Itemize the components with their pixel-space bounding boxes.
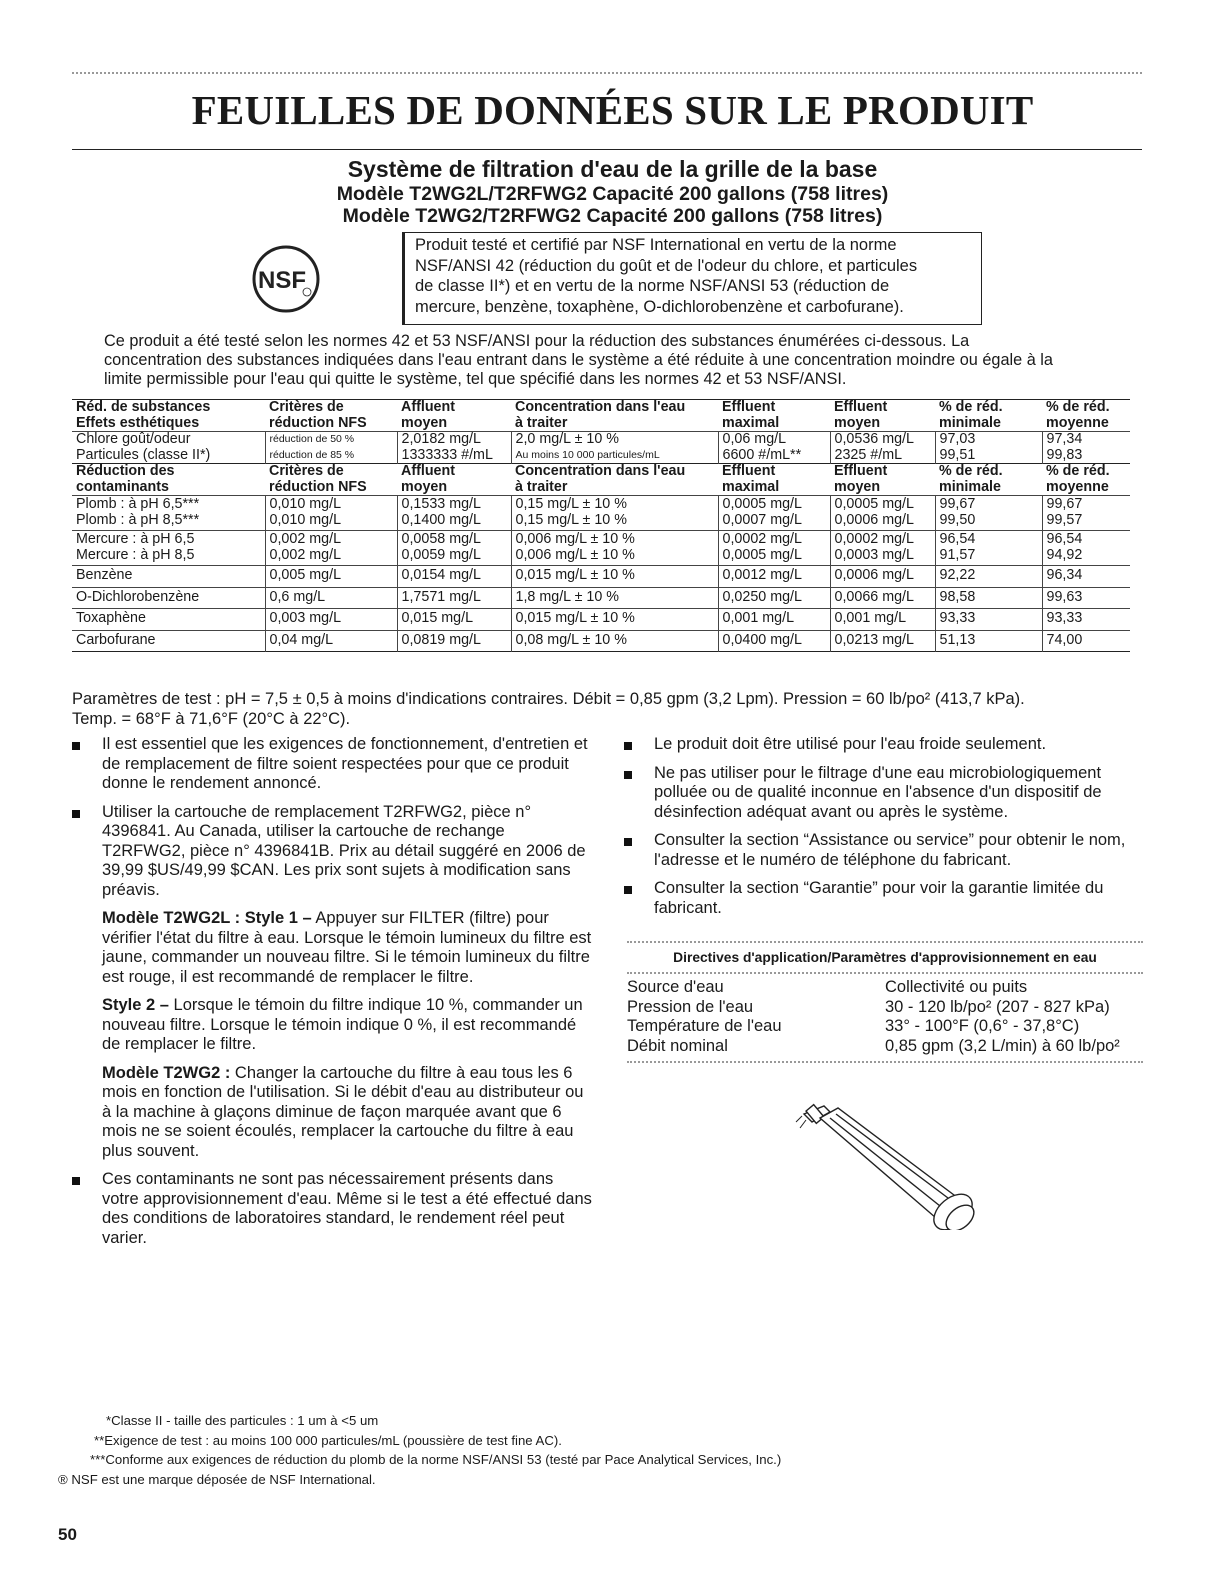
table-cell	[718, 400, 830, 432]
cell-line: 0,15 mg/L ± 10 %	[515, 511, 627, 528]
cell-line: 0,0213 mg/L	[834, 631, 914, 648]
cell-line: 2,0182 mg/L	[401, 431, 481, 447]
cell-line: 0,0819 mg/L	[401, 631, 481, 648]
table-cell	[935, 609, 1042, 631]
cell-line: Carbofurane	[76, 631, 156, 648]
cell-line: % de réd.	[939, 463, 1003, 479]
table-cell	[1042, 566, 1130, 588]
left-column	[72, 735, 592, 1257]
table-cell	[935, 464, 1042, 496]
table-cell	[935, 587, 1042, 609]
cell-line: 51,13	[939, 631, 976, 648]
cell-line: Mercure : à pH 8,5	[76, 546, 195, 563]
table-row	[72, 496, 1130, 531]
cell-line: maximal	[722, 414, 780, 431]
table-cell	[511, 531, 718, 566]
supply-parameters-table	[627, 978, 1143, 1056]
table-cell	[718, 609, 830, 631]
supply-label: Pression de l'eau	[627, 997, 754, 1016]
table-cell	[830, 609, 935, 631]
cell-line: 99,51	[939, 446, 976, 463]
table-cell	[718, 496, 830, 531]
model2-label: Modèle T2WG2 :	[102, 1063, 231, 1082]
supply-row	[627, 1037, 1143, 1057]
performance-data-table	[72, 399, 1130, 652]
table-cell	[830, 464, 935, 496]
cell-line: à traiter	[515, 478, 568, 495]
table-cell	[72, 432, 265, 464]
table-cell	[830, 566, 935, 588]
cell-line: Particules (classe II*)	[76, 446, 211, 463]
footnote: *Classe II - taille des particules : 1 um à <5 um	[106, 1413, 379, 1428]
table-cell	[1042, 464, 1130, 496]
cell-line: 0,0002 mg/L	[722, 531, 802, 547]
table-cell	[1042, 432, 1130, 464]
cert-line: mercure, benzène, toxaphène, O-dichlorobenzène et carbofurane).	[415, 297, 904, 316]
table-cell	[397, 566, 511, 588]
table-cell	[511, 630, 718, 652]
test-params-line-2: Temp. = 68°F à 71,6°F (20°C à 22°C).	[72, 710, 351, 728]
table-cell	[511, 496, 718, 531]
cell-line: Effluent	[722, 463, 776, 479]
bullet-item: Il est essentiel que les exigences de fonctionnement, d'entretien et de remplacement de filtre soient respectées pour que ce produit donne le rendement annoncé.	[72, 735, 592, 794]
cell-line: O-Dichlorobenzène	[76, 588, 200, 605]
cell-line: maximal	[722, 478, 780, 495]
cell-line: 0,001 mg/L	[722, 610, 795, 626]
table-cell	[397, 587, 511, 609]
cell-line: % de réd.	[1046, 399, 1110, 415]
table-cell	[830, 400, 935, 432]
nsf-logo-icon	[251, 244, 321, 314]
table-cell	[397, 400, 511, 432]
cell-line: 0,0536 mg/L	[834, 431, 914, 447]
cell-line: 0,002 mg/L	[269, 546, 342, 563]
bullet-item	[72, 803, 592, 1162]
table-cell	[1042, 400, 1130, 432]
table-cell	[1042, 609, 1130, 631]
table-cell	[397, 496, 511, 531]
cell-line: 1333333 #/mL	[401, 446, 493, 463]
cell-line: 0,0058 mg/L	[401, 531, 481, 547]
page-title: FEUILLES DE DONNÉES SUR LE PRODUIT	[191, 87, 1034, 133]
table-cell	[830, 630, 935, 652]
cell-line: 0,0012 mg/L	[722, 567, 802, 583]
table-cell	[718, 566, 830, 588]
supply-bottom-rule	[627, 1061, 1143, 1063]
cell-line: % de réd.	[939, 399, 1003, 415]
cell-line: 96,34	[1046, 567, 1083, 583]
table-cell	[397, 609, 511, 631]
cell-line: 0,0059 mg/L	[401, 546, 481, 563]
cell-line: 2,0 mg/L ± 10 %	[515, 431, 619, 447]
cell-line: 0,0006 mg/L	[834, 511, 914, 528]
table-cell	[265, 609, 397, 631]
bullet-item: Le produit doit être utilisé pour l'eau froide seulement.	[624, 735, 1144, 755]
table-cell	[1042, 587, 1130, 609]
table-cell	[265, 566, 397, 588]
cell-line: 0,003 mg/L	[269, 610, 342, 626]
table-row	[72, 432, 1130, 464]
supply-label: Source d'eau	[627, 978, 724, 996]
table-cell	[397, 464, 511, 496]
table-cell	[511, 609, 718, 631]
model-line-1: Modèle T2WG2L/T2RFWG2 Capacité 200 gallons (758 litres)	[336, 183, 889, 205]
supply-value: Collectivité ou puits	[885, 978, 1028, 996]
cell-line: 0,0400 mg/L	[722, 631, 802, 648]
cell-line: moyen	[401, 414, 448, 431]
cell-line: 99,63	[1046, 588, 1083, 605]
cell-line: Plomb : à pH 8,5***	[76, 511, 200, 528]
cell-line: Réd. de substances	[76, 399, 211, 415]
cell-line: moyen	[401, 478, 448, 495]
cell-line: moyen	[834, 414, 881, 431]
supply-top-rule	[627, 941, 1143, 943]
cell-line: 0,1533 mg/L	[401, 496, 481, 512]
cell-line: 0,0154 mg/L	[401, 567, 481, 583]
model2-paragraph	[102, 1064, 592, 1162]
table-cell	[511, 566, 718, 588]
cell-line: 97,03	[939, 431, 976, 447]
bullet-item: Consulter la section “Assistance ou service” pour obtenir le nom, l'adresse et le numéro de téléphone du fabricant.	[624, 831, 1144, 870]
table-cell	[72, 531, 265, 566]
intro-paragraph	[104, 332, 1144, 389]
footnote: **Exigence de test : au moins 100 000 particules/mL (poussière de test fine AC).	[94, 1432, 562, 1448]
supply-title: Directives d'application/Paramètres d'approvisionnement en eau	[673, 950, 1097, 965]
style1-label: Modèle T2WG2L : Style 1 –	[102, 909, 312, 927]
cell-line: 0,015 mg/L	[401, 610, 474, 626]
right-column	[624, 735, 1144, 927]
table-cell	[265, 587, 397, 609]
water-filter-cartridge-illustration	[790, 1100, 990, 1230]
table-cell	[265, 531, 397, 566]
table-cell	[511, 464, 718, 496]
cell-line: 0,015 mg/L ± 10 %	[515, 610, 635, 626]
cell-line: 0,06 mg/L	[722, 431, 787, 447]
intro-line: concentration des substances indiquées dans l'eau entrant dans le système a été réduite à une concentration moindre ou égale à la	[104, 351, 1053, 369]
cell-line: 1,7571 mg/L	[401, 588, 481, 605]
cell-line: 74,00	[1046, 631, 1083, 648]
cell-line: 93,33	[1046, 610, 1083, 626]
cell-line: 0,0003 mg/L	[834, 546, 914, 563]
cell-line: 0,010 mg/L	[269, 496, 342, 512]
supply-label: Température de l'eau	[627, 1017, 782, 1035]
cell-line: 0,015 mg/L ± 10 %	[515, 567, 635, 583]
table-cell	[1042, 496, 1130, 531]
table-cell	[1042, 630, 1130, 652]
style2-text: Lorsque le témoin du filtre indique 10 %, commander un nouveau filtre. Lorsque le témoin indique 0 %, il est recommandé de remplacer le filtre.	[102, 996, 583, 1053]
table-row	[72, 609, 1130, 631]
table-cell	[72, 587, 265, 609]
table-cell	[397, 630, 511, 652]
cell-line: 2325 #/mL	[834, 446, 903, 463]
cell-line: 6600 #/mL**	[722, 446, 802, 463]
table-cell	[72, 496, 265, 531]
cell-line: Effluent	[834, 399, 888, 415]
table-row	[72, 630, 1130, 652]
cell-line: 0,006 mg/L ± 10 %	[515, 546, 635, 563]
cell-line: Concentration dans l'eau	[515, 399, 686, 415]
cell-line: 0,0006 mg/L	[834, 567, 914, 583]
table-cell	[265, 464, 397, 496]
supply-row	[627, 998, 1143, 1018]
table-cell	[830, 432, 935, 464]
test-params-line-1: Paramètres de test : pH = 7,5 ± 0,5 à moins d'indications contraires. Débit = 0,85 gpm (3,2 Lpm). Pression = 60 lb/po² (413,7 kPa).	[72, 690, 1025, 708]
cell-line: 0,010 mg/L	[269, 511, 342, 528]
table-row	[72, 587, 1130, 609]
bullet-item: Ne pas utiliser pour le filtrage d'une eau microbiologiquement polluée ou de qualité inconnue en l'absence d'un dispositif de désinfection adéquat avant ou après le système.	[624, 764, 1144, 823]
table-cell	[265, 432, 397, 464]
table-cell	[935, 531, 1042, 566]
style1-text: Appuyer sur FILTER (filtre) pour vérifier l'état du filtre à eau. Lorsque le témoin lumineux du filtre est jaune, commander un nouveau filtre. Si le témoin lumineux du filtre est rouge, il est recommandé de remplacer le filtre.	[102, 909, 592, 986]
cell-line: Au moins 10 000 particules/mL	[515, 448, 660, 461]
nsf-logo-text: NSF	[258, 267, 306, 294]
cell-line: 91,57	[939, 546, 976, 563]
cell-line: Réduction des	[76, 463, 175, 479]
cell-line: 1,8 mg/L ± 10 %	[515, 588, 619, 605]
table-cell	[935, 566, 1042, 588]
cell-line: 99,83	[1046, 446, 1083, 463]
cell-line: à traiter	[515, 414, 568, 431]
cell-line: 0,0005 mg/L	[834, 496, 914, 512]
bullet-item: Ces contaminants ne sont pas nécessairement présents dans votre approvisionnement d'eau. Même si le test a été effectué dans des conditions de laboratoires standard, le rendement réel peut varier.	[72, 1170, 592, 1248]
style2-label: Style 2 –	[102, 996, 169, 1014]
cell-line: Effluent	[722, 399, 776, 415]
title-rule	[72, 149, 1142, 150]
table-cell	[265, 496, 397, 531]
table-cell	[72, 400, 265, 432]
cell-line: réduction de 50 %	[269, 433, 355, 445]
cell-line: 0,0002 mg/L	[834, 531, 914, 547]
cell-line: Effets esthétiques	[76, 414, 200, 431]
cell-line: moyen	[834, 478, 881, 495]
cell-line: 97,34	[1046, 431, 1083, 447]
cell-line: 0,002 mg/L	[269, 531, 342, 547]
cell-line: Chlore goût/odeur	[76, 431, 191, 447]
cell-line: 0,005 mg/L	[269, 567, 342, 583]
cell-line: réduction de 85 %	[269, 448, 355, 461]
supply-row	[627, 1017, 1143, 1037]
cell-line: 0,04 mg/L	[269, 631, 334, 648]
table-row	[72, 566, 1130, 588]
cell-line: 0,0250 mg/L	[722, 588, 802, 605]
supply-value: 0,85 gpm (3,2 L/min) à 60 lb/po²	[885, 1036, 1120, 1055]
table-cell	[935, 432, 1042, 464]
top-dotted-rule	[72, 72, 1142, 74]
cell-line: 92,22	[939, 567, 976, 583]
table-cell	[265, 400, 397, 432]
cell-line: Critères de	[269, 399, 344, 415]
supply-title-rule	[627, 972, 1143, 974]
cell-line: 96,54	[1046, 531, 1083, 547]
cell-line: 99,57	[1046, 511, 1083, 528]
style1-paragraph	[102, 909, 592, 987]
cell-line: % de réd.	[1046, 463, 1110, 479]
cell-line: minimale	[939, 414, 1001, 431]
cell-line: 0,0066 mg/L	[834, 588, 914, 605]
supply-value: 33° - 100°F (0,6° - 37,8°C)	[885, 1017, 1080, 1035]
cell-line: 0,0005 mg/L	[722, 546, 802, 563]
cell-line: Affluent	[401, 463, 455, 479]
test-parameters	[72, 689, 1152, 729]
cell-line: contaminants	[76, 478, 169, 495]
table-cell	[72, 464, 265, 496]
table-cell	[718, 630, 830, 652]
table-cell	[397, 531, 511, 566]
table-cell	[935, 630, 1042, 652]
certification-box	[402, 232, 982, 325]
style2-paragraph	[102, 996, 592, 1055]
supply-label: Débit nominal	[627, 1036, 728, 1055]
cell-line: Mercure : à pH 6,5	[76, 531, 195, 547]
cell-line: 0,0005 mg/L	[722, 496, 802, 512]
page-number: 50	[58, 1525, 77, 1544]
table-cell	[718, 464, 830, 496]
cell-line: réduction NFS	[269, 414, 367, 431]
cell-line: 94,92	[1046, 546, 1083, 563]
cert-line: NSF/ANSI 42 (réduction du goût et de l'odeur du chlore, et particules	[415, 256, 918, 275]
cell-line: 0,001 mg/L	[834, 610, 907, 626]
table-cell	[935, 400, 1042, 432]
cell-line: 96,54	[939, 531, 976, 547]
table-row	[72, 531, 1130, 566]
cert-line: Produit testé et certifié par NSF International en vertu de la norme	[415, 236, 897, 254]
cell-line: minimale	[939, 478, 1001, 495]
table-cell	[935, 496, 1042, 531]
cell-line: 99,67	[1046, 496, 1083, 512]
table-cell	[397, 432, 511, 464]
cert-line: de classe II*) et en vertu de la norme NSF/ANSI 53 (réduction de	[415, 277, 890, 295]
system-title: Système de filtration d'eau de la grille de la base	[347, 156, 878, 182]
intro-line: limite permissible pour l'eau qui quitte le système, tel que spécifié dans les normes 42 et 53 NSF/ANSI.	[104, 370, 847, 388]
cell-line: moyenne	[1046, 414, 1109, 431]
cell-line: 0,006 mg/L ± 10 %	[515, 531, 635, 547]
table-cell	[265, 630, 397, 652]
cell-line: 0,0007 mg/L	[722, 511, 802, 528]
cell-line: 99,50	[939, 511, 976, 528]
table-cell	[718, 531, 830, 566]
table-cell	[72, 630, 265, 652]
table-cell	[511, 587, 718, 609]
cell-line: Plomb : à pH 6,5***	[76, 496, 200, 512]
table-cell	[511, 400, 718, 432]
table-cell	[718, 587, 830, 609]
bullet-text: Utiliser la cartouche de remplacement T2RFWG2, pièce n° 4396841. Au Canada, utiliser la cartouche de rechange T2RFWG2, pièce n° 4396841B. Prix au détail suggéré en 2006 de 39,99 $US/49,99 $CAN. Les prix sont sujets à modification sans préavis.	[102, 802, 586, 899]
table-cell	[72, 566, 265, 588]
model-line-2: Modèle T2WG2/T2RFWG2 Capacité 200 gallons (758 litres)	[342, 205, 883, 227]
intro-line: Ce produit a été testé selon les normes 42 et 53 NSF/ANSI pour la réduction des substances énumérées ci-dessous. La	[104, 332, 970, 350]
cell-line: moyenne	[1046, 478, 1109, 495]
table-cell	[1042, 531, 1130, 566]
cell-line: 0,15 mg/L ± 10 %	[515, 496, 627, 512]
model2-text: Changer la cartouche du filtre à eau tous les 6 mois en fonction de l'utilisation. Si le débit d'eau au distributeur ou à la machine à glaçons diminue de façon marquée avant que 6 mois ne se soient écoulés, remplacer la cartouche du filtre à eau plus souvent.	[102, 1063, 584, 1160]
footnotes	[58, 1411, 781, 1489]
cell-line: Benzène	[76, 567, 133, 583]
table-cell	[830, 531, 935, 566]
table-cell	[718, 432, 830, 464]
cell-line: 0,1400 mg/L	[401, 511, 481, 528]
footnote: ***Conforme aux exigences de réduction du plomb de la norme NSF/ANSI 53 (testé par Pace Analytical Services, Inc.)	[90, 1452, 782, 1467]
footnote: ® NSF est une marque déposée de NSF International.	[58, 1471, 376, 1487]
cell-line: Concentration dans l'eau	[515, 463, 686, 479]
table-cell	[830, 496, 935, 531]
table-cell	[72, 609, 265, 631]
table-cell	[511, 432, 718, 464]
table-cell	[830, 587, 935, 609]
cell-line: 98,58	[939, 588, 976, 605]
cell-line: 0,08 mg/L ± 10 %	[515, 631, 627, 648]
cell-line: 0,6 mg/L	[269, 588, 326, 605]
cell-line: 99,67	[939, 496, 976, 512]
bullet-item: Consulter la section “Garantie” pour voir la garantie limitée du fabricant.	[624, 879, 1144, 918]
supply-row	[627, 978, 1143, 998]
cell-line: 93,33	[939, 610, 976, 626]
cell-line: Critères de	[269, 463, 344, 479]
cell-line: Effluent	[834, 463, 888, 479]
cell-line: réduction NFS	[269, 478, 367, 495]
table-header-row	[72, 400, 1130, 432]
supply-value: 30 - 120 lb/po² (207 - 827 kPa)	[885, 997, 1110, 1016]
cell-line: Affluent	[401, 399, 455, 415]
table-header-row	[72, 464, 1130, 496]
cell-line: Toxaphène	[76, 610, 146, 626]
